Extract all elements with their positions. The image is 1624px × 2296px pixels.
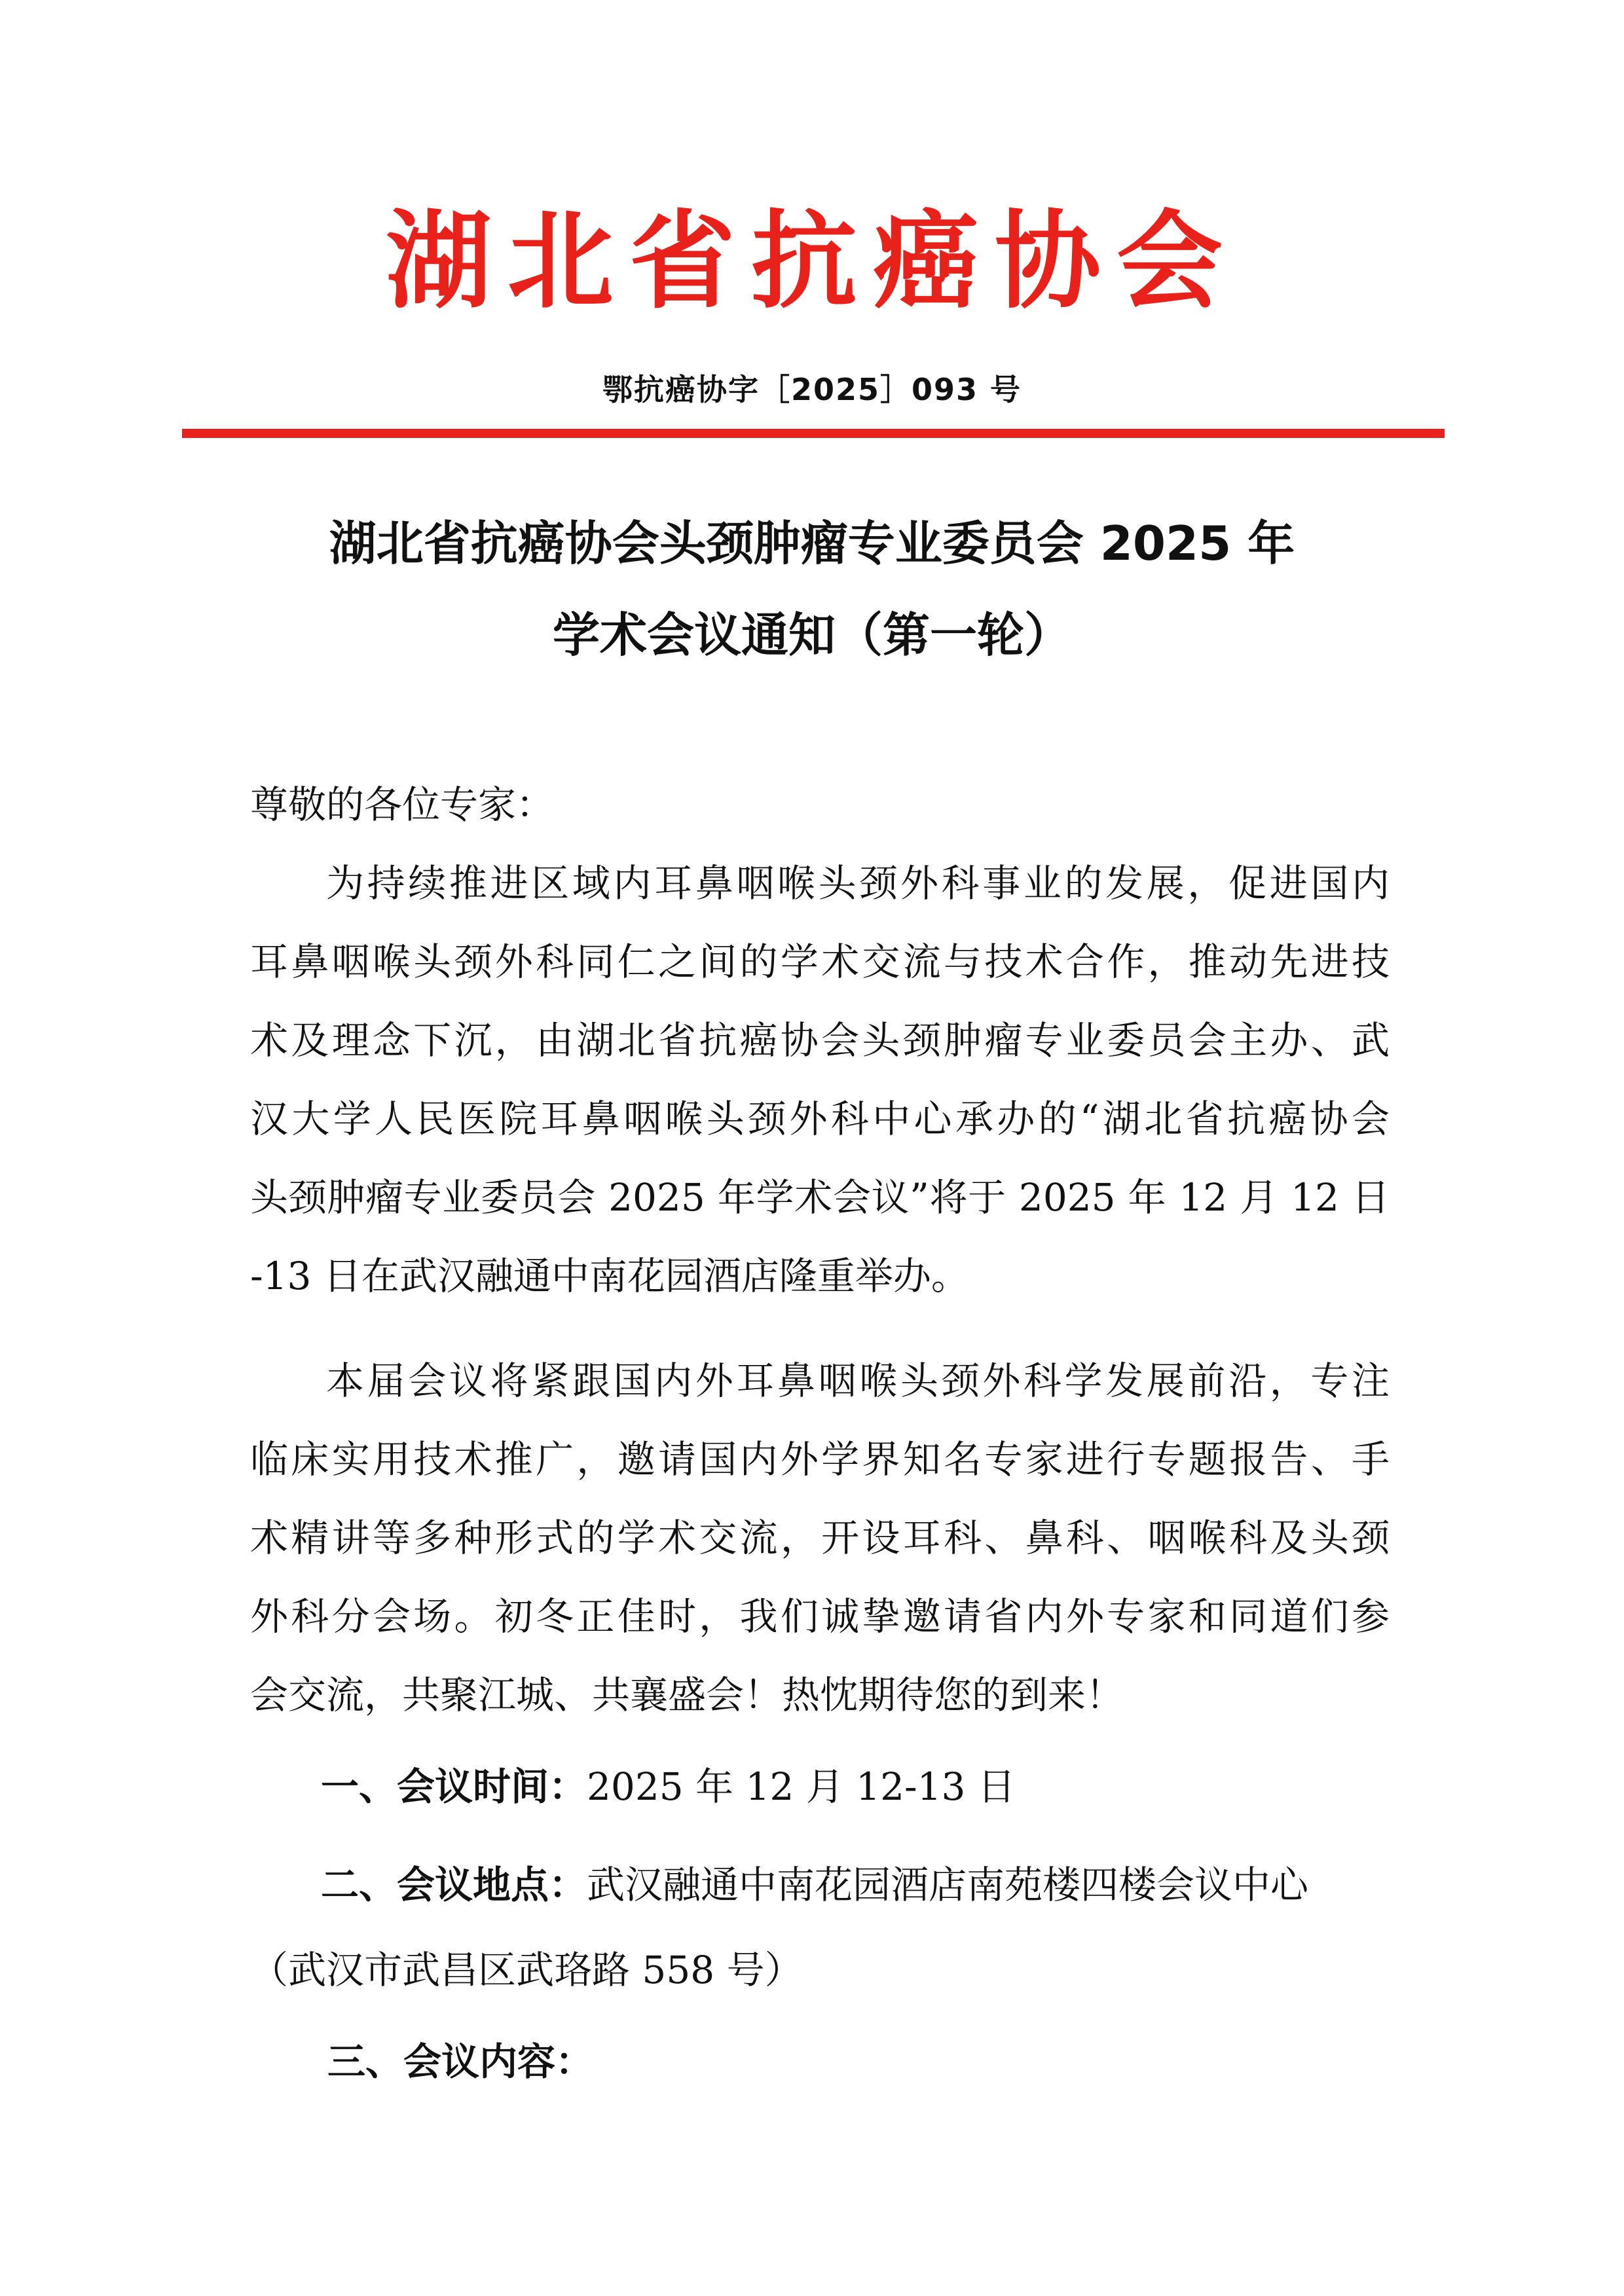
notice-title-line-1: 湖北省抗癌协会头颈肿瘤专业委员会 2025 年 — [329, 516, 1295, 571]
paragraph-2-line: 术精讲等多种形式的学术交流，开设耳科、鼻科、咽喉科及头颈 — [250, 1516, 1390, 1560]
paragraph-2-line: 会交流，共聚江城、共襄盛会！热忱期待您的到来！ — [250, 1673, 1124, 1717]
salutation: 尊敬的各位专家： — [250, 782, 555, 827]
red-divider-line — [182, 429, 1445, 438]
meeting-venue-label: 二、会议地点： — [321, 1863, 587, 1907]
meeting-time-label: 一、会议时间： — [321, 1764, 587, 1809]
paragraph-1-line: 术及理念下沉，由湖北省抗癌协会头颈肿瘤专业委员会主办、武 — [250, 1018, 1390, 1063]
meeting-content-row — [327, 2032, 1390, 2091]
meeting-time-value: 2025 年 12 月 12-13 日 — [587, 1764, 1016, 1809]
paragraph-1-line: 汉大学人民医院耳鼻咽喉头颈外科中心承办的“湖北省抗癌协会 — [250, 1097, 1390, 1141]
meeting-content-label: 三、会议内容： — [327, 2039, 594, 2084]
document-number: 鄂抗癌协字［2025］093 号 — [602, 372, 1022, 407]
meeting-venue-row — [321, 1855, 1390, 1914]
meeting-time-row — [321, 1757, 1390, 1816]
paragraph-1-line: 耳鼻咽喉头颈外科同仁之间的学术交流与技术合作，推动先进技 — [250, 939, 1390, 984]
org-name: 湖北省抗癌协会 — [386, 200, 1238, 323]
notice-title-line-2: 学术会议通知（第一轮） — [552, 608, 1071, 663]
meeting-venue-value: 武汉融通中南花园酒店南苑楼四楼会议中心 — [587, 1863, 1309, 1907]
meeting-venue-address: （武汉市武昌区武珞路 558 号） — [250, 1948, 803, 1992]
paragraph-1-line: 头颈肿瘤专业委员会 2025 年学术会议”将于 2025 年 12 月 12 日 — [250, 1175, 1390, 1220]
paragraph-1-line: 为持续推进区域内耳鼻咽喉头颈外科事业的发展，促进国内 — [326, 861, 1390, 905]
paragraph-2-line: 外科分会场。初冬正佳时，我们诚挚邀请省内外专家和同道们参 — [250, 1594, 1390, 1639]
paragraph-1-line: -13 日在武汉融通中南花园酒店隆重举办。 — [250, 1254, 969, 1298]
paragraph-2-line: 本届会议将紧跟国内外耳鼻咽喉头颈外科学发展前沿，专注 — [326, 1358, 1390, 1403]
paragraph-2-line: 临床实用技术推广，邀请国内外学界知名专家进行专题报告、手 — [250, 1437, 1390, 1482]
